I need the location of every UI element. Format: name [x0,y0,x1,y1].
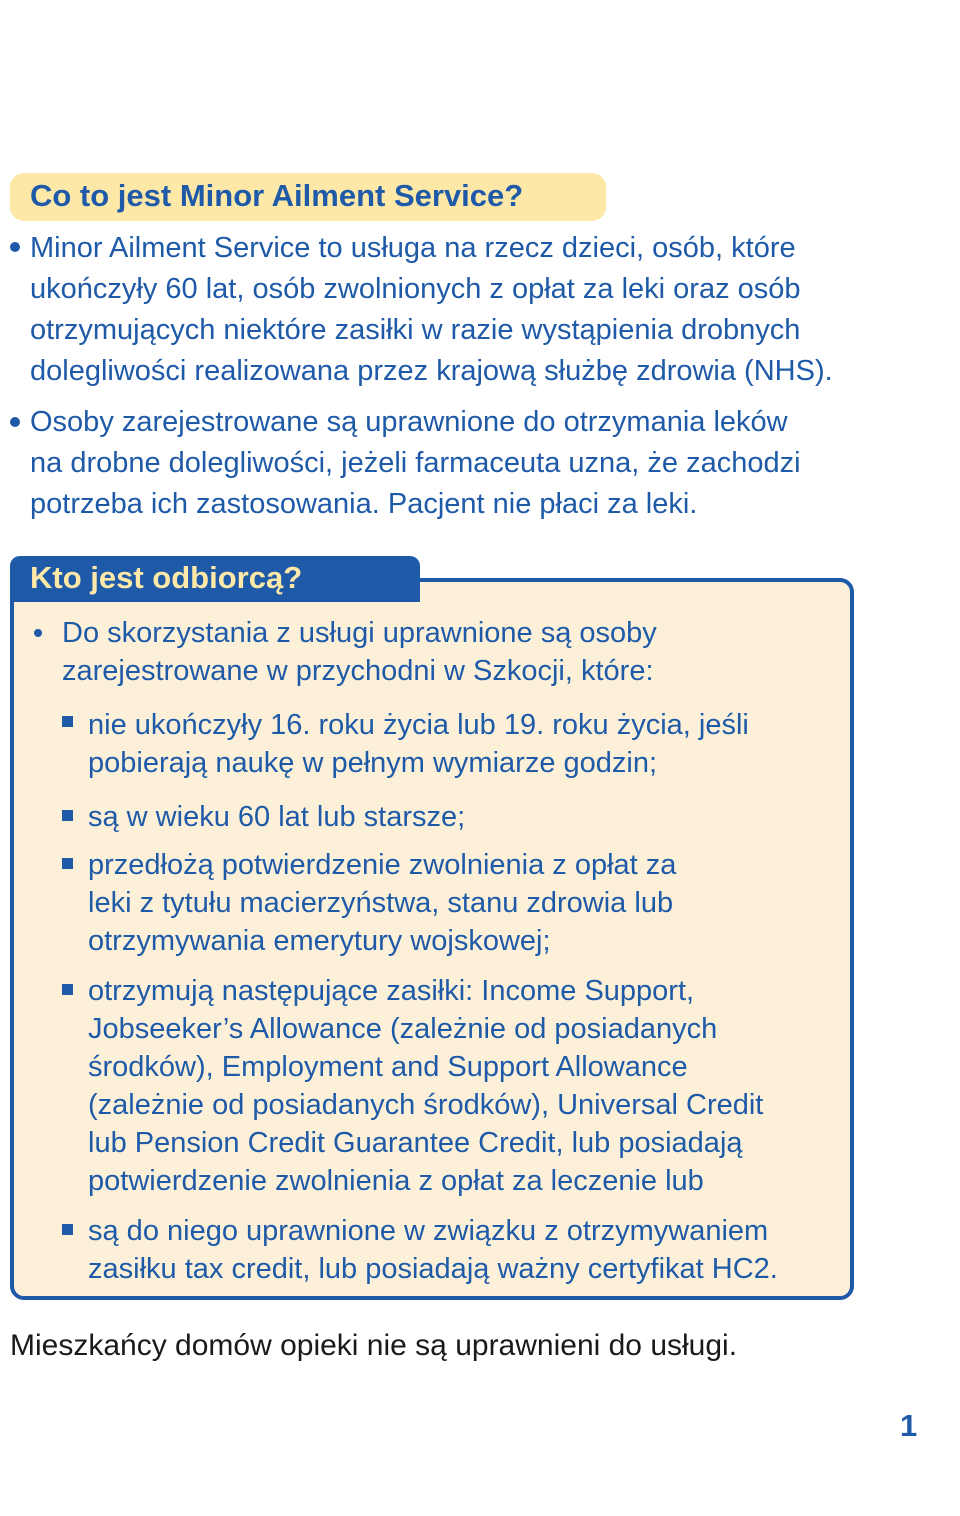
text-line: potwierdzenie zwolnienia z opłat za leczenie lub [88,1165,704,1197]
text-line: zasiłku tax credit, lub posiadają ważny certyfikat HC2. [88,1253,778,1285]
section-heading-who: Kto jest odbiorcą? [30,560,303,595]
text-line: ukończyły 60 lat, osób zwolnionych z opłat za leki oraz osób [30,273,801,305]
text-line: przedłożą potwierdzenie zwolnienia z opłat za [88,849,677,881]
eligibility-item-60-plus [88,798,465,836]
text-line: są w wieku 60 lat lub starsze; [88,801,466,833]
text-line: zarejestrowane w przychodni w Szkocji, które: [62,655,654,687]
text-line: leki z tytułu macierzyństwa, stanu zdrowia lub [88,887,674,919]
paragraph-service-description [30,228,890,392]
page-number: 1 [900,1408,918,1443]
eligibility-intro [62,614,657,690]
text-line: potrzeba ich zastosowania. Pacjent nie płaci za leki. [30,488,698,520]
eligibility-item-tax-credit [88,1212,778,1288]
text-line: Jobseeker’s Allowance (zależnie od posiadanych [88,1013,718,1045]
text-line: otrzymujących niektóre zasiłki w razie wystąpienia drobnych [30,314,801,346]
care-home-note: Mieszkańcy domów opieki nie są uprawnieni do usługi. [10,1329,738,1362]
text-line: są do niego uprawnione w związku z otrzymywaniem [88,1215,769,1247]
square-bullet [62,984,73,995]
text-line: pobierają naukę w pełnym wymiarze godzin; [88,747,658,779]
text-line: nie ukończyły 16. roku życia lub 19. roku życia, jeśli [88,709,749,741]
text-line: lub Pension Credit Guarantee Credit, lub posiadają [88,1127,743,1159]
section-heading-what-is: Co to jest Minor Ailment Service? [30,178,524,213]
text-line: na drobne dolegliwości, jeżeli farmaceuta uzna, że zachodzi [30,447,801,479]
eligibility-item-benefits [88,972,763,1200]
bullet-dot [10,417,20,427]
eligibility-item-age [88,706,749,782]
square-bullet [62,716,73,727]
bullet-dot [10,242,20,252]
bullet-dot [34,629,42,637]
text-line: Osoby zarejestrowane są uprawnione do otrzymania leków [30,406,788,438]
square-bullet [62,1224,73,1235]
text-line: otrzymywania emerytury wojskowej; [88,925,551,957]
eligibility-item-exemption [88,846,676,960]
paragraph-registered-persons [30,402,890,525]
text-line: Do skorzystania z usługi uprawnione są osoby [62,617,657,649]
square-bullet [62,810,73,821]
square-bullet [62,858,73,869]
text-line: otrzymują następujące zasiłki: Income Support, [88,975,695,1007]
text-line: Minor Ailment Service to usługa na rzecz dzieci, osób, które [30,232,796,264]
text-line: dolegliwości realizowana przez krajową służbę zdrowia (NHS). [30,355,833,387]
text-line: środków), Employment and Support Allowance [88,1051,688,1083]
text-line: (zależnie od posiadanych środków), Universal Credit [88,1089,764,1121]
